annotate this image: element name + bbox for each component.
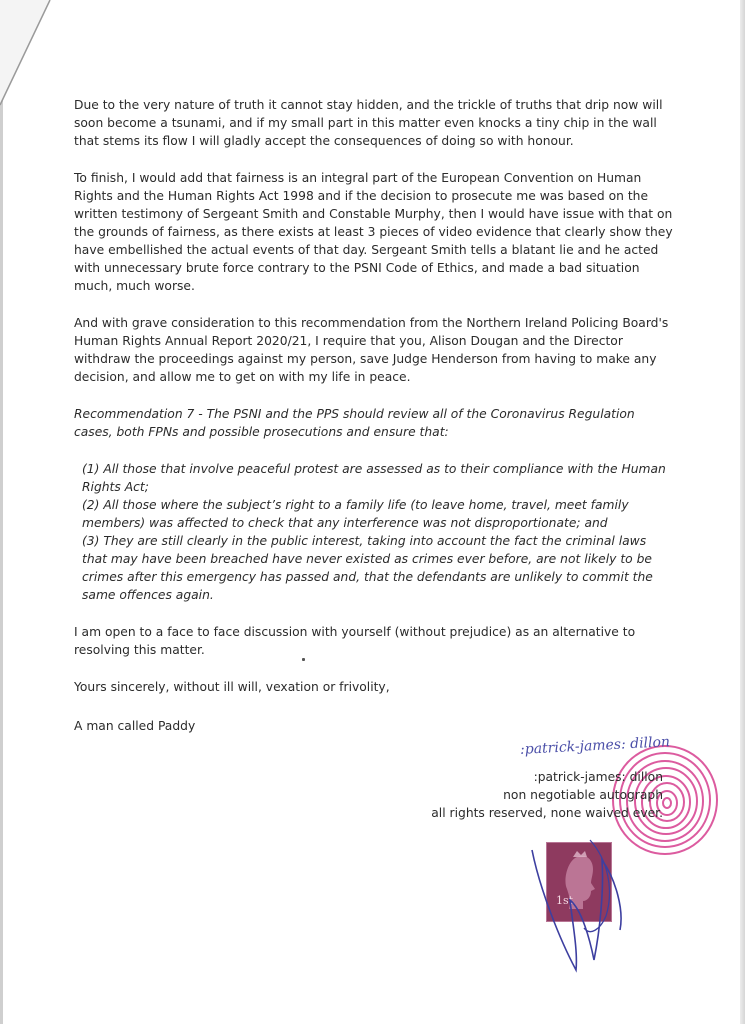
paragraph-truth: Due to the very nature of truth it cannot stay hidden, and the trickle of truths that drip now will soon become a tsunami, and if my small part in this matter even knocks a tiny chip in the wall that stems its flow I will gladly accept the consequences of doing so with honour. — [74, 98, 663, 148]
signature-line-autograph: non negotiable autograph — [503, 788, 663, 802]
ink-speck — [302, 658, 305, 661]
stamp-value: 1st — [556, 894, 574, 907]
paragraph-recommendation-request: And with grave consideration to this recommendation from the Northern Ireland Policing Board's Human Rights Annual Report 2020/21, I require that you, Alison Dougan and the Director withdraw the proceedings against my person, save Judge Henderson from having to make any decision, and allow me to get on with my life in peace. — [74, 316, 669, 384]
signature-name: :patrick-james: dillon — [533, 770, 663, 784]
signature-block — [363, 768, 663, 822]
letter-body — [74, 96, 674, 756]
page-right-edge — [740, 0, 745, 1024]
folded-corner — [0, 0, 60, 110]
page-left-edge — [0, 0, 3, 1024]
paragraph-discussion: I am open to a face to face discussion with yourself (without prejudice) as an alternative to resolving this matter. — [74, 625, 636, 657]
recommendation-item: (3) They are still clearly in the public interest, taking into account the fact the criminal laws that may have been breached have never existed as crimes ever before, are not likely to be crimes after this emergency has passed and, that the defendants are unlikely to commit the same offences again. — [82, 534, 653, 602]
recommendation-item: (2) All those where the subject’s right to a family life (to leave home, travel, meet family members) was affected to check that any interference was not disproportionate; and — [82, 498, 629, 530]
recommendation-item: (1) All those that involve peaceful protest are assessed as to their compliance with the Human Rights Act; — [82, 462, 666, 494]
signature-line-rights: all rights reserved, none waived ever. — [431, 806, 663, 820]
recommendation-list — [82, 460, 674, 604]
closing-line: Yours sincerely, without ill will, vexation or frivolity, — [74, 680, 390, 694]
handwritten-signature-name: :patrick-james: dillon — [519, 734, 671, 758]
paragraph-fairness: To finish, I would add that fairness is an integral part of the European Convention on Human Rights and the Human Rights Act 1998 and if the decision to prosecute me was based on the written testimony of Sergeant Smith and Constable Murphy, then I would have issue with that on the grounds of fairness, as there exists at least 3 pieces of video evidence that clearly show they have embellished the actual events of that day. Sergeant Smith tells a blatant lie and he acted with unnecessary brute force contrary to the PSNI Code of Ethics, and made a bad situation much, much worse. — [74, 171, 673, 293]
recommendation-intro: Recommendation 7 - The PSNI and the PPS should review all of the Coronavirus Regulation cases, both FPNs and possible prosecutions and ensure that: — [74, 407, 635, 439]
handwritten-autograph-scribble — [520, 820, 640, 980]
sender-name: A man called Paddy — [74, 719, 196, 733]
